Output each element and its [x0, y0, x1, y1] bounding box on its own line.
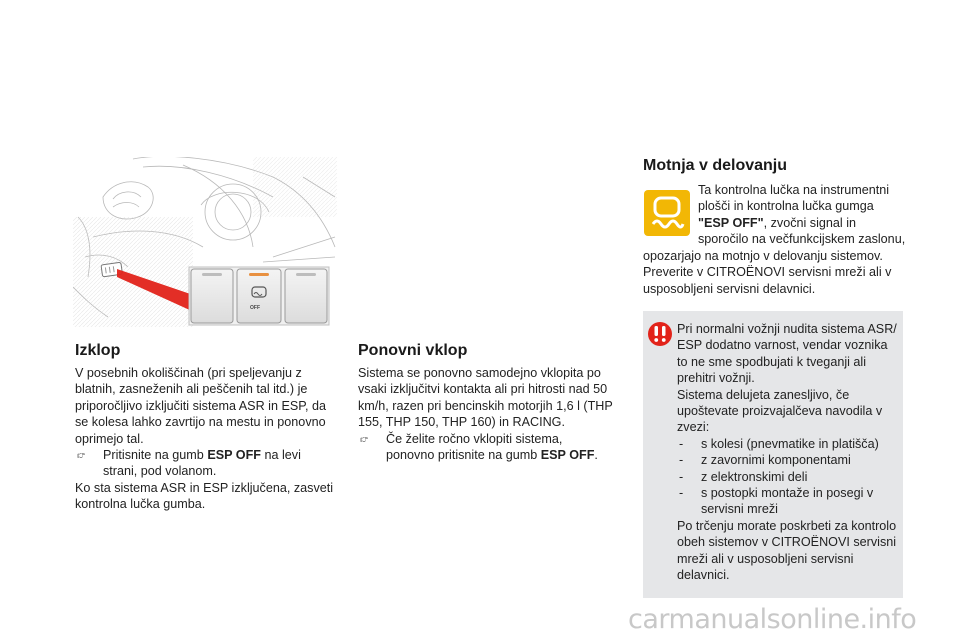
izklop-body [75, 365, 337, 513]
dashboard-illustration [73, 157, 337, 329]
motnja-intro: Ta kontrolna lučka na instrumentni plošči in kontrolna lučka gumga "ESP OFF", zvočni signal in sporočilo na večfunkcijskem zaslonu, [698, 183, 906, 247]
esp-button-drawing [73, 157, 337, 329]
ponovni-vklop-body [358, 365, 614, 463]
motnja-heading: Motnja v delovanju [643, 157, 788, 174]
vklop-step [358, 431, 614, 464]
warning-list-item: - s postopki montaže in posegi v servisni mreži [679, 486, 874, 517]
off-button-label: OFF [250, 305, 260, 311]
warning-list-item: - z zavornimi komponentami [679, 453, 851, 468]
esp-off-label: ESP OFF [207, 448, 261, 463]
exclamation-icon [647, 321, 673, 347]
motnja-paragraph: opozarjajo na motnjo v delovanju sistemov. Preverite v CITROËNOVI servisni mreži ali v usposobljeni servisni delavnici. [643, 249, 892, 296]
warning-panel [643, 311, 903, 598]
vklop-paragraph: Sistema se ponovno samodejno vklopita po vsaki izključitvi kontakta ali pri hitrosti nad 50 km/h, razen pri bencinskih motorjih 1,6 l (THP 155, THP 150, THP 160) in RACING. [358, 366, 613, 430]
izklop-paragraph-2: Ko sta sistema ASR in ESP izključena, zasveti kontrolna lučka gumba. [75, 480, 334, 512]
warning-para-3: Po trčenju morate poskrbeti za kontrolo obeh sistemov v CITROËNOVI servisni mreži ali v usposobljeni servisni delavnici. [677, 518, 897, 583]
bullet-icon: 👉︎ [77, 449, 86, 462]
warning-list-item: - z elektronskimi deli [679, 469, 808, 484]
warning-para-2: Sistema delujeta zanesljivo, če upoštevate proizvajalčeva navodila v zvezi: [677, 387, 883, 435]
esp-off-label: ESP OFF [540, 448, 595, 463]
izklop-step-text: Pritisnite na gumb ESP OFF na levi strani, pod volanom. [103, 448, 301, 479]
izklop-heading: Izklop [75, 342, 121, 359]
izklop-paragraph: V posebnih okoliščinah (pri speljevanju z blatnih, zasneženih ali peščenih tal itd.) je priporočljivo izključiti sistema ASR in ESP, da se kolesa lahko zavrtijo na mestu in ponovno oprimejo tal. [75, 366, 327, 446]
warning-list-item: - s kolesi (pnevmatike in platišča) [679, 436, 879, 451]
warning-para-1: Pri normalni vožnji nudita sistema ASR/ ESP dodatno varnost, vendar voznika to ne sme spodbujati k tveganji ali prehitri vožnji. [677, 322, 897, 386]
warning-text [677, 321, 899, 584]
esp-warning-icon [644, 190, 690, 236]
watermark: carmanualsonline.info [628, 604, 917, 635]
vklop-step-text: Če želite ročno vklopiti sistema, ponovno pritisnite na gumb ESP OFF. [386, 431, 598, 463]
izklop-step [75, 447, 337, 480]
bullet-icon: 👉︎ [360, 432, 369, 445]
ponovni-vklop-heading: Ponovni vklop [358, 342, 468, 359]
